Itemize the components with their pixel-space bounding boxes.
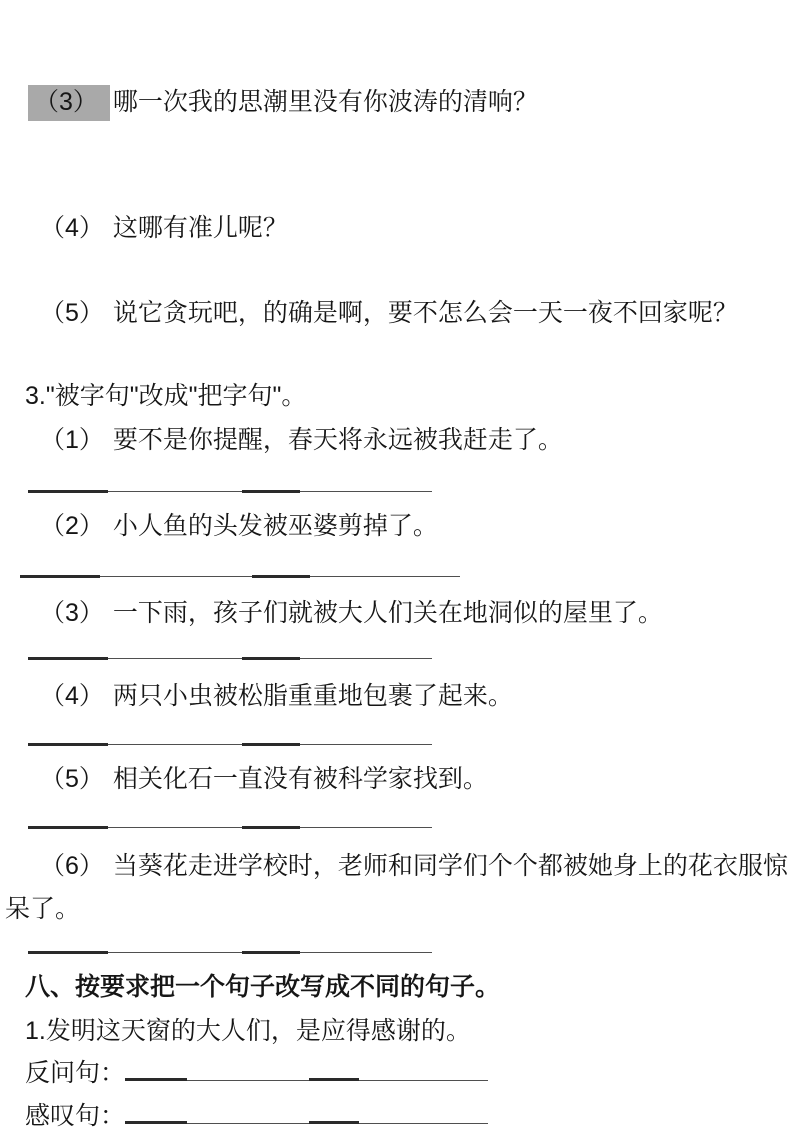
question-text: 小人鱼的头发被巫婆剪掉了。	[112, 512, 438, 540]
item-number: （2）	[40, 512, 104, 540]
question-text: 一下雨，孩子们就被大人们关在地洞似的屋里了。	[112, 599, 663, 627]
question-item-2-3	[28, 86, 538, 119]
item-number: （1）	[40, 426, 104, 454]
question-item-3-6	[5, 845, 793, 931]
answer-blank-line	[28, 951, 432, 955]
item-number: （5）	[40, 765, 104, 793]
item-number: （5）	[40, 299, 104, 327]
answer-blank-segment	[309, 1100, 359, 1124]
item-number: （3）	[40, 599, 104, 627]
question-item-3-3	[40, 597, 663, 630]
answer-blank-line	[28, 490, 432, 494]
question-text: 要不是你提醒，春天将永远被我赶走了。	[112, 426, 563, 454]
answer-blank-line	[28, 657, 432, 661]
question-item-3-5	[40, 763, 488, 796]
answer-blank-segment	[187, 1061, 309, 1081]
answer-blank-segment	[359, 1104, 488, 1124]
answer-blank-segment	[125, 1057, 187, 1081]
selected-item-number: （3）	[28, 85, 110, 121]
section-8-item-1: 1.发明这天窗的大人们，是应得感谢的。	[25, 1017, 471, 1045]
exclamatory-sentence-label: 感叹句：	[25, 1102, 126, 1130]
question-item-3-1	[40, 424, 563, 457]
exclamatory-sentence-row	[25, 1100, 488, 1131]
question-text: 这哪有准儿呢？	[112, 214, 288, 242]
answer-blank-line	[28, 826, 432, 830]
question-item-3-4	[40, 680, 513, 713]
question-text: 说它贪玩吧，的确是啊，要不怎么会一天一夜不回家呢？	[112, 299, 738, 327]
answer-blank-segment	[309, 1057, 359, 1081]
question-item-2-5	[40, 297, 738, 330]
rhetorical-question-row	[25, 1057, 488, 1090]
question-item-3-2	[40, 510, 438, 543]
answer-blank-segment	[125, 1100, 187, 1124]
section-8-heading: 八、按要求把一个句子改写成不同的句子。	[25, 973, 501, 1001]
question-text: 哪一次我的思潮里没有你波涛的清响？	[112, 88, 538, 116]
rhetorical-question-label: 反问句：	[25, 1059, 126, 1087]
answer-blank-segment	[359, 1061, 488, 1081]
question-text: 相关化石一直没有被科学家找到。	[112, 765, 488, 793]
item-number: （6）	[40, 852, 104, 880]
item-number: （4）	[40, 682, 104, 710]
answer-blank-segment	[187, 1104, 309, 1124]
question-text: 两只小虫被松脂重重地包裹了起来。	[112, 682, 513, 710]
question-item-2-4	[40, 212, 288, 245]
question-3-title: 3."被字句"改成"把字句"。	[25, 382, 307, 410]
answer-blank-line	[20, 575, 460, 579]
answer-blank-line	[28, 743, 432, 747]
item-number: （4）	[40, 214, 104, 242]
question-text: 当葵花走进学校时，老师和同学们个个都被她身上的花衣服惊呆了。	[5, 852, 788, 923]
